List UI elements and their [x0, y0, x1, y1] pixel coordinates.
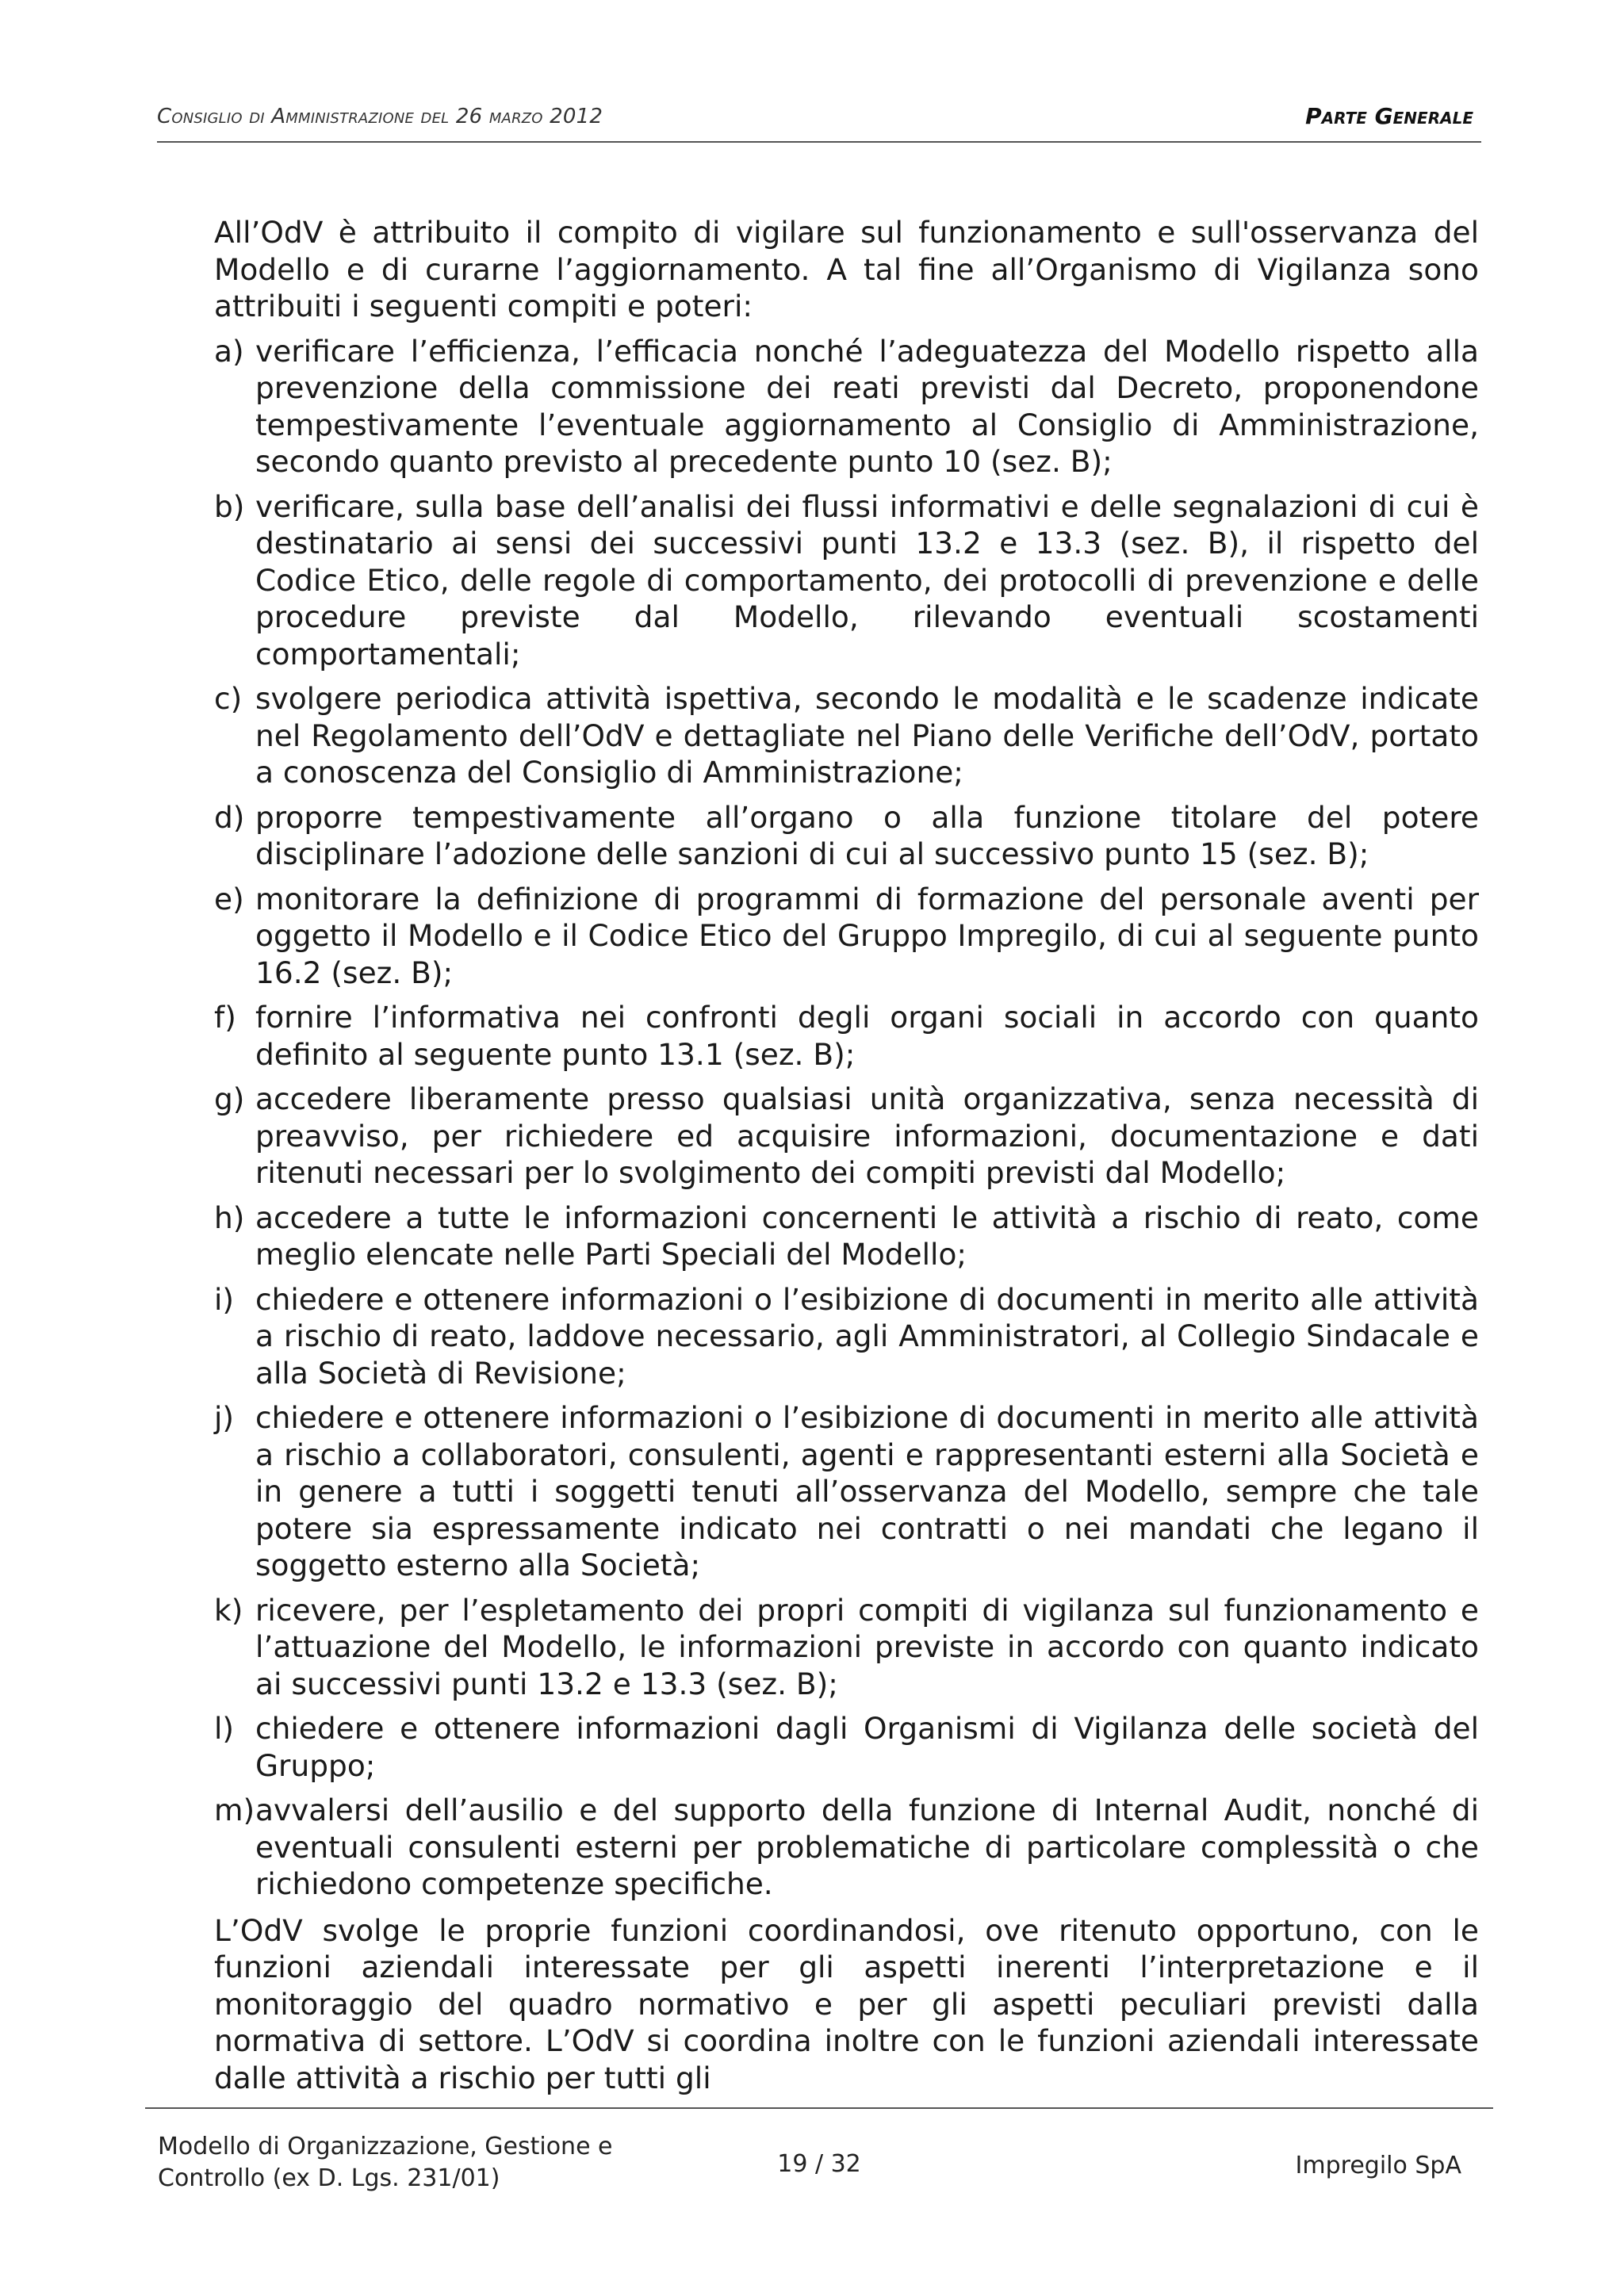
list-item [214, 1200, 1479, 1273]
list-item-text: chiedere e ottenere informazioni dagli Organismi di Vigilanza delle società del Gruppo; [255, 1711, 1479, 1783]
list-item [214, 881, 1479, 992]
list-marker: g) [214, 1081, 245, 1116]
list-marker: b) [214, 488, 245, 524]
list-item [214, 333, 1479, 480]
list-marker: i) [214, 1281, 235, 1317]
page-number: 19 / 32 [777, 2150, 861, 2178]
list-item [214, 1592, 1479, 1703]
footer-company-name: Impregilo SpA [1295, 2152, 1461, 2179]
list-item-text: accedere a tutte le informazioni concernenti le attività a rischio di reato, come meglio elencate nelle Parti Speciali del Modello; [255, 1200, 1479, 1272]
list-item-text: verificare, sulla base dell’analisi dei flussi informativi e delle segnalazioni di cui è destinatario ai sensi dei successivi punti 13.2 e 13.3 (sez. B), il rispetto del Codice Etico, delle regole di comportamento, dei protocolli di prevenzione e delle procedure previste dal Modello, rilevando eventuali scostamenti comportamentali; [255, 488, 1479, 672]
list-item-text: accedere liberamente presso qualsiasi unità organizzativa, senza necessità di preavviso, per richiedere ed acquisire informazioni, documentazione e dati ritenuti necessari per lo svolgimento dei compiti previsti dal Modello; [255, 1081, 1479, 1190]
duties-list [214, 333, 1479, 1903]
intro-paragraph: All’OdV è attribuito il compito di vigilare sul funzionamento e sull'osservanza del Modello e di curarne l’aggiornamento. A tal fine all’Organismo di Vigilanza sono attribuiti i seguenti compiti e poteri: [214, 215, 1479, 323]
list-marker: a) [214, 333, 244, 369]
list-marker: e) [214, 881, 244, 916]
list-item [214, 680, 1479, 791]
page-header [157, 101, 1481, 143]
list-item [214, 1710, 1479, 1784]
header-left-text: Consiglio di Amministrazione del 26 marzo 2012 [157, 105, 603, 128]
document-body [214, 214, 1479, 2104]
list-item [214, 1792, 1479, 1903]
list-item-text: proporre tempestivamente all’organo o alla funzione titolare del potere disciplinare l’adozione delle sanzioni di cui al successivo punto 15 (sez. B); [255, 799, 1479, 871]
list-item [214, 799, 1479, 873]
list-item-text: svolgere periodica attività ispettiva, secondo le modalità e le scadenze indicate nel Regolamento dell’OdV e dettagliate nel Piano delle Verifiche dell’OdV, portato a conoscenza del Consiglio di Amministrazione; [255, 681, 1479, 790]
list-item [214, 1281, 1479, 1392]
list-item-text: chiedere e ottenere informazioni o l’esibizione di documenti in merito alle attività a rischio a collaboratori, consulenti, agenti e rappresentanti esterni alla Società e in genere a tutti i soggetti tenuti all’osservanza del Modello, sempre che tale potere sia espressamente indicato nei contratti o nei mandati che legano il soggetto esterno alla Società; [255, 1400, 1479, 1582]
list-item-text: verificare l’efficienza, l’efficacia nonché l’adeguatezza del Modello rispetto alla prevenzione della commissione dei reati previsti dal Decreto, proponendone tempestivamente l’eventuale aggiornamento al Consiglio di Amministrazione, secondo quanto previsto al precedente punto 10 (sez. B); [255, 333, 1479, 479]
page-footer [145, 2107, 1493, 2204]
header-right-text: Parte Generale [1305, 103, 1473, 129]
list-marker: k) [214, 1592, 243, 1628]
list-marker: f) [214, 1000, 236, 1035]
list-item-text: fornire l’informativa nei confronti degli organi sociali in accordo con quanto definito al seguente punto 13.1 (sez. B); [255, 1000, 1479, 1072]
list-marker: j) [214, 1400, 235, 1435]
list-item-text: chiedere e ottenere informazioni o l’esibizione di documenti in merito alle attività a rischio di reato, laddove necessario, agli Amministratori, al Collegio Sindacale e alla Società di Revisione; [255, 1281, 1479, 1391]
list-item-text: avvalersi dell’ausilio e del supporto della funzione di Internal Audit, nonché di eventuali consulenti esterni per problematiche di particolare complessità o che richiedono competenze specifiche. [255, 1793, 1479, 1901]
footer-document-title: Modello di Organizzazione, Gestione e Controllo (ex D. Lgs. 231/01) [158, 2133, 613, 2192]
list-item-text: monitorare la definizione di programmi di formazione del personale aventi per oggetto il Modello e il Codice Etico del Gruppo Impregilo, di cui al seguente punto 16.2 (sez. B); [255, 881, 1479, 990]
list-item [214, 488, 1479, 673]
list-marker: d) [214, 799, 245, 835]
list-item [214, 999, 1479, 1073]
list-item [214, 1081, 1479, 1192]
list-marker: h) [214, 1200, 245, 1235]
list-marker: l) [214, 1711, 235, 1746]
list-marker: m) [214, 1793, 255, 1827]
list-marker: c) [214, 681, 243, 716]
list-item [214, 1399, 1479, 1584]
list-item-text: ricevere, per l’espletamento dei propri compiti di vigilanza sul funzionamento e l’attuazione del Modello, le informazioni previste in accordo con quanto indicato ai successivi punti 13.2 e 13.3 (sez. B); [255, 1592, 1479, 1701]
closing-paragraph: L’OdV svolge le proprie funzioni coordinandosi, ove ritenuto opportuno, con le funzioni aziendali interessate per gli aspetti inerenti l’interpretazione e il monitoraggio del quadro normativo e per gli aspetti peculiari previsti dalla normativa di settore. L’OdV si coordina inoltre con le funzioni aziendali interessate dalle attività a rischio per tutti gli [214, 1912, 1479, 2095]
